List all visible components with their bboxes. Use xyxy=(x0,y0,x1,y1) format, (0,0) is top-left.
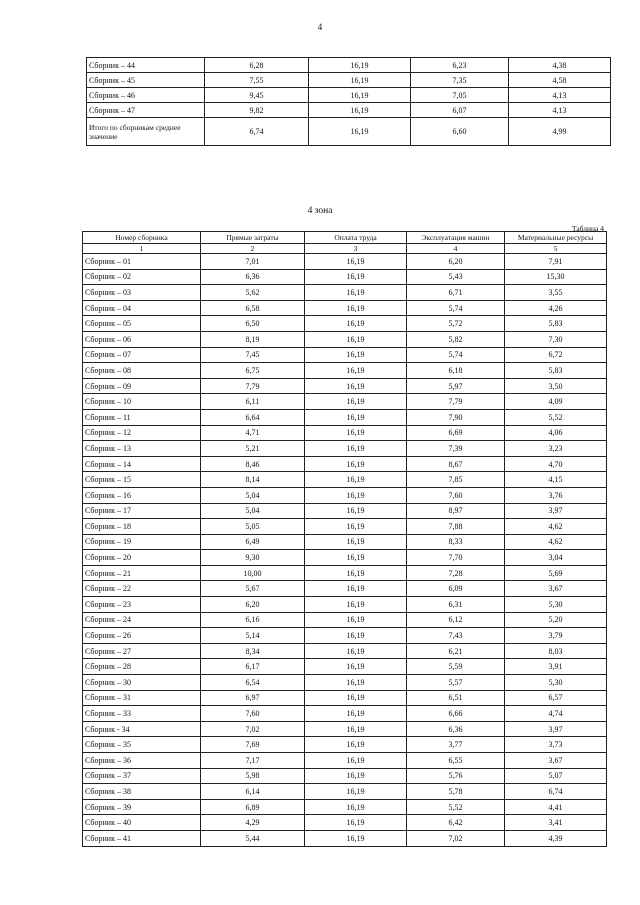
value-cell: 5,67 xyxy=(201,581,305,597)
total-value-cell: 6,60 xyxy=(411,118,509,146)
value-cell: 4,74 xyxy=(505,706,607,722)
value-cell: 5,83 xyxy=(505,363,607,379)
value-cell: 6,64 xyxy=(201,409,305,425)
value-cell: 4,15 xyxy=(505,472,607,488)
value-cell: 6,71 xyxy=(407,285,505,301)
value-cell: 7,85 xyxy=(407,472,505,488)
table-row xyxy=(83,581,607,597)
value-cell: 8,19 xyxy=(201,331,305,347)
table-row xyxy=(83,830,607,846)
table-row xyxy=(83,363,607,379)
value-cell: 16,19 xyxy=(305,269,407,285)
header-machine-operation: Эксплуатация машин xyxy=(407,232,505,244)
table-row xyxy=(83,721,607,737)
table-row xyxy=(83,409,607,425)
value-cell: 7,55 xyxy=(205,73,309,88)
table-row xyxy=(83,534,607,550)
value-cell: 4,70 xyxy=(505,456,607,472)
value-cell: 16,19 xyxy=(305,753,407,769)
value-cell: 6,66 xyxy=(407,706,505,722)
value-cell: 7,45 xyxy=(201,347,305,363)
value-cell: 16,19 xyxy=(305,285,407,301)
value-cell: 6,69 xyxy=(407,425,505,441)
collection-name-cell: Сборник - 34 xyxy=(83,721,201,737)
table-row xyxy=(83,799,607,815)
table-row xyxy=(83,612,607,628)
table-row xyxy=(83,425,607,441)
value-cell: 6,11 xyxy=(201,394,305,410)
table-row xyxy=(83,503,607,519)
value-cell: 16,19 xyxy=(305,581,407,597)
table-row xyxy=(83,659,607,675)
table-row xyxy=(87,73,611,88)
value-cell: 7,70 xyxy=(407,550,505,566)
collection-name-cell: Сборник – 27 xyxy=(83,643,201,659)
table-row xyxy=(83,519,607,535)
value-cell: 16,19 xyxy=(305,784,407,800)
collection-name-cell: Сборник – 01 xyxy=(83,254,201,270)
zone-4-table xyxy=(82,231,607,847)
value-cell: 3,50 xyxy=(505,378,607,394)
column-number: 4 xyxy=(407,244,505,254)
value-cell: 6,97 xyxy=(201,690,305,706)
value-cell: 4,71 xyxy=(201,425,305,441)
value-cell: 5,76 xyxy=(407,768,505,784)
zone-title: 4 зона xyxy=(307,206,333,216)
value-cell: 16,19 xyxy=(305,425,407,441)
collection-name-cell: Сборник – 28 xyxy=(83,659,201,675)
value-cell: 7,01 xyxy=(201,254,305,270)
value-cell: 5,74 xyxy=(407,347,505,363)
collection-name-cell: Сборник – 26 xyxy=(83,628,201,644)
collection-name-cell: Сборник – 22 xyxy=(83,581,201,597)
collection-name-cell: Сборник – 09 xyxy=(83,378,201,394)
value-cell: 8,46 xyxy=(201,456,305,472)
value-cell: 4,62 xyxy=(505,519,607,535)
column-number-row xyxy=(83,244,607,254)
value-cell: 7,17 xyxy=(201,753,305,769)
collection-name-cell: Сборник – 46 xyxy=(87,88,205,103)
value-cell: 4,09 xyxy=(505,394,607,410)
value-cell: 16,19 xyxy=(305,472,407,488)
value-cell: 6,58 xyxy=(201,300,305,316)
value-cell: 5,20 xyxy=(505,612,607,628)
value-cell: 6,36 xyxy=(407,721,505,737)
value-cell: 6,20 xyxy=(201,597,305,613)
value-cell: 3,73 xyxy=(505,737,607,753)
value-cell: 8,34 xyxy=(201,643,305,659)
value-cell: 7,39 xyxy=(407,441,505,457)
column-number: 2 xyxy=(201,244,305,254)
value-cell: 7,69 xyxy=(201,737,305,753)
value-cell: 5,62 xyxy=(201,285,305,301)
value-cell: 16,19 xyxy=(309,58,411,73)
value-cell: 16,19 xyxy=(305,441,407,457)
value-cell: 6,09 xyxy=(407,581,505,597)
value-cell: 3,97 xyxy=(505,503,607,519)
collection-name-cell: Сборник – 07 xyxy=(83,347,201,363)
value-cell: 7,02 xyxy=(407,830,505,846)
table-row xyxy=(83,394,607,410)
value-cell: 6,54 xyxy=(201,675,305,691)
value-cell: 16,19 xyxy=(305,487,407,503)
value-cell: 16,19 xyxy=(305,799,407,815)
collection-name-cell: Сборник – 04 xyxy=(83,300,201,316)
total-label-cell: Итого по сборникам среднее значение xyxy=(87,118,205,146)
value-cell: 3,77 xyxy=(407,737,505,753)
table-row xyxy=(83,675,607,691)
collection-name-cell: Сборник – 03 xyxy=(83,285,201,301)
value-cell: 9,45 xyxy=(205,88,309,103)
value-cell: 7,90 xyxy=(407,409,505,425)
value-cell: 5,69 xyxy=(505,565,607,581)
value-cell: 5,78 xyxy=(407,784,505,800)
value-cell: 5,74 xyxy=(407,300,505,316)
value-cell: 7,43 xyxy=(407,628,505,644)
value-cell: 16,19 xyxy=(305,612,407,628)
collection-name-cell: Сборник – 45 xyxy=(87,73,205,88)
column-number: 3 xyxy=(305,244,407,254)
table-row xyxy=(87,103,611,118)
value-cell: 16,19 xyxy=(305,721,407,737)
table-row xyxy=(83,706,607,722)
table-row xyxy=(83,643,607,659)
value-cell: 5,04 xyxy=(201,487,305,503)
collection-name-cell: Сборник – 39 xyxy=(83,799,201,815)
value-cell: 7,88 xyxy=(407,519,505,535)
header-labor-payment: Оплата труда xyxy=(305,232,407,244)
collection-name-cell: Сборник – 35 xyxy=(83,737,201,753)
value-cell: 16,19 xyxy=(305,815,407,831)
value-cell: 5,72 xyxy=(407,316,505,332)
table-row xyxy=(83,300,607,316)
value-cell: 3,67 xyxy=(505,753,607,769)
value-cell: 16,19 xyxy=(305,300,407,316)
page-number: 4 xyxy=(317,22,323,32)
value-cell: 16,19 xyxy=(305,597,407,613)
value-cell: 9,30 xyxy=(201,550,305,566)
value-cell: 6,75 xyxy=(201,363,305,379)
value-cell: 6,57 xyxy=(505,690,607,706)
value-cell: 6,18 xyxy=(407,363,505,379)
value-cell: 5,04 xyxy=(201,503,305,519)
value-cell: 16,19 xyxy=(305,675,407,691)
value-cell: 5,97 xyxy=(407,378,505,394)
collection-name-cell: Сборник – 47 xyxy=(87,103,205,118)
value-cell: 6,50 xyxy=(201,316,305,332)
value-cell: 5,43 xyxy=(407,269,505,285)
table-row xyxy=(83,347,607,363)
value-cell: 4,38 xyxy=(509,58,611,73)
collection-name-cell: Сборник – 44 xyxy=(87,58,205,73)
value-cell: 4,62 xyxy=(505,534,607,550)
value-cell: 3,76 xyxy=(505,487,607,503)
value-cell: 16,19 xyxy=(309,88,411,103)
value-cell: 16,19 xyxy=(305,690,407,706)
value-cell: 4,29 xyxy=(201,815,305,831)
collection-name-cell: Сборник – 19 xyxy=(83,534,201,550)
value-cell: 16,19 xyxy=(305,347,407,363)
top-continuation-table xyxy=(86,57,611,146)
value-cell: 6,72 xyxy=(505,347,607,363)
table-row xyxy=(83,316,607,332)
table-row xyxy=(83,441,607,457)
table-row xyxy=(83,768,607,784)
value-cell: 16,19 xyxy=(305,456,407,472)
value-cell: 6,49 xyxy=(201,534,305,550)
value-cell: 5,52 xyxy=(505,409,607,425)
column-number: 5 xyxy=(505,244,607,254)
value-cell: 4,58 xyxy=(509,73,611,88)
collection-name-cell: Сборник – 18 xyxy=(83,519,201,535)
table-row xyxy=(83,378,607,394)
collection-name-cell: Сборник – 33 xyxy=(83,706,201,722)
value-cell: 16,19 xyxy=(305,830,407,846)
zone-4-table-body xyxy=(83,254,607,847)
value-cell: 5,83 xyxy=(505,316,607,332)
table-row xyxy=(83,254,607,270)
table-row xyxy=(83,628,607,644)
value-cell: 9,82 xyxy=(205,103,309,118)
value-cell: 7,28 xyxy=(407,565,505,581)
value-cell: 16,19 xyxy=(305,316,407,332)
table-row xyxy=(83,784,607,800)
table-row xyxy=(83,565,607,581)
value-cell: 7,30 xyxy=(505,331,607,347)
value-cell: 6,14 xyxy=(201,784,305,800)
value-cell: 4,41 xyxy=(505,799,607,815)
value-cell: 6,16 xyxy=(201,612,305,628)
header-collection-number: Номер сборника xyxy=(83,232,201,244)
collection-name-cell: Сборник – 12 xyxy=(83,425,201,441)
value-cell: 7,60 xyxy=(201,706,305,722)
value-cell: 16,19 xyxy=(305,737,407,753)
value-cell: 16,19 xyxy=(305,254,407,270)
value-cell: 10,00 xyxy=(201,565,305,581)
table-row xyxy=(87,58,611,73)
total-value-cell: 6,74 xyxy=(205,118,309,146)
table-row xyxy=(83,550,607,566)
value-cell: 3,04 xyxy=(505,550,607,566)
collection-name-cell: Сборник – 16 xyxy=(83,487,201,503)
value-cell: 16,19 xyxy=(305,394,407,410)
table-row xyxy=(83,753,607,769)
value-cell: 16,19 xyxy=(305,550,407,566)
value-cell: 16,19 xyxy=(305,706,407,722)
value-cell: 6,21 xyxy=(407,643,505,659)
top-table-body xyxy=(87,58,611,146)
value-cell: 6,12 xyxy=(407,612,505,628)
collection-name-cell: Сборник – 37 xyxy=(83,768,201,784)
value-cell: 16,19 xyxy=(305,659,407,675)
table-row xyxy=(83,487,607,503)
table-row xyxy=(83,472,607,488)
value-cell: 6,28 xyxy=(205,58,309,73)
value-cell: 6,89 xyxy=(201,799,305,815)
value-cell: 16,19 xyxy=(305,565,407,581)
value-cell: 3,97 xyxy=(505,721,607,737)
value-cell: 5,57 xyxy=(407,675,505,691)
value-cell: 3,91 xyxy=(505,659,607,675)
collection-name-cell: Сборник – 30 xyxy=(83,675,201,691)
column-number: 1 xyxy=(83,244,201,254)
collection-name-cell: Сборник – 36 xyxy=(83,753,201,769)
value-cell: 6,07 xyxy=(411,103,509,118)
value-cell: 16,19 xyxy=(305,519,407,535)
value-cell: 16,19 xyxy=(305,628,407,644)
collection-name-cell: Сборник – 40 xyxy=(83,815,201,831)
header-material-resources: Материальные ресурсы xyxy=(505,232,607,244)
value-cell: 3,41 xyxy=(505,815,607,831)
value-cell: 7,05 xyxy=(411,88,509,103)
value-cell: 5,05 xyxy=(201,519,305,535)
value-cell: 8,97 xyxy=(407,503,505,519)
value-cell: 7,02 xyxy=(201,721,305,737)
value-cell: 7,79 xyxy=(201,378,305,394)
collection-name-cell: Сборник – 11 xyxy=(83,409,201,425)
value-cell: 5,98 xyxy=(201,768,305,784)
collection-name-cell: Сборник – 05 xyxy=(83,316,201,332)
value-cell: 16,19 xyxy=(305,643,407,659)
collection-name-cell: Сборник – 20 xyxy=(83,550,201,566)
collection-name-cell: Сборник – 31 xyxy=(83,690,201,706)
total-value-cell: 4,99 xyxy=(509,118,611,146)
value-cell: 3,67 xyxy=(505,581,607,597)
table-row xyxy=(83,331,607,347)
value-cell: 8,03 xyxy=(505,643,607,659)
value-cell: 4,26 xyxy=(505,300,607,316)
collection-name-cell: Сборник – 06 xyxy=(83,331,201,347)
value-cell: 5,82 xyxy=(407,331,505,347)
table-row xyxy=(83,597,607,613)
value-cell: 4,06 xyxy=(505,425,607,441)
value-cell: 3,55 xyxy=(505,285,607,301)
value-cell: 6,23 xyxy=(411,58,509,73)
table-row xyxy=(87,88,611,103)
value-cell: 6,20 xyxy=(407,254,505,270)
table-row xyxy=(83,737,607,753)
value-cell: 5,59 xyxy=(407,659,505,675)
value-cell: 16,19 xyxy=(309,103,411,118)
value-cell: 3,79 xyxy=(505,628,607,644)
value-cell: 4,13 xyxy=(509,103,611,118)
value-cell: 7,60 xyxy=(407,487,505,503)
collection-name-cell: Сборник – 10 xyxy=(83,394,201,410)
value-cell: 16,19 xyxy=(305,331,407,347)
table-row xyxy=(83,269,607,285)
header-direct-costs: Прямые затраты xyxy=(201,232,305,244)
value-cell: 16,19 xyxy=(305,534,407,550)
value-cell: 6,36 xyxy=(201,269,305,285)
value-cell: 16,19 xyxy=(305,378,407,394)
value-cell: 4,13 xyxy=(509,88,611,103)
total-value-cell: 16,19 xyxy=(309,118,411,146)
collection-name-cell: Сборник – 21 xyxy=(83,565,201,581)
value-cell: 5,30 xyxy=(505,675,607,691)
table-row xyxy=(83,690,607,706)
table-row xyxy=(83,285,607,301)
value-cell: 8,33 xyxy=(407,534,505,550)
value-cell: 5,44 xyxy=(201,830,305,846)
value-cell: 6,17 xyxy=(201,659,305,675)
collection-name-cell: Сборник – 08 xyxy=(83,363,201,379)
value-cell: 6,51 xyxy=(407,690,505,706)
value-cell: 4,39 xyxy=(505,830,607,846)
value-cell: 6,31 xyxy=(407,597,505,613)
collection-name-cell: Сборник – 13 xyxy=(83,441,201,457)
table-row xyxy=(83,815,607,831)
value-cell: 8,67 xyxy=(407,456,505,472)
table-row xyxy=(83,456,607,472)
collection-name-cell: Сборник – 41 xyxy=(83,830,201,846)
collection-name-cell: Сборник – 15 xyxy=(83,472,201,488)
collection-name-cell: Сборник – 14 xyxy=(83,456,201,472)
value-cell: 8,14 xyxy=(201,472,305,488)
value-cell: 7,35 xyxy=(411,73,509,88)
value-cell: 6,55 xyxy=(407,753,505,769)
collection-name-cell: Сборник – 17 xyxy=(83,503,201,519)
value-cell: 15,30 xyxy=(505,269,607,285)
value-cell: 6,42 xyxy=(407,815,505,831)
value-cell: 3,23 xyxy=(505,441,607,457)
value-cell: 5,52 xyxy=(407,799,505,815)
collection-name-cell: Сборник – 23 xyxy=(83,597,201,613)
value-cell: 16,19 xyxy=(305,768,407,784)
value-cell: 16,19 xyxy=(309,73,411,88)
value-cell: 16,19 xyxy=(305,363,407,379)
value-cell: 5,30 xyxy=(505,597,607,613)
value-cell: 6,74 xyxy=(505,784,607,800)
value-cell: 5,14 xyxy=(201,628,305,644)
header-row xyxy=(83,232,607,244)
value-cell: 5,07 xyxy=(505,768,607,784)
value-cell: 7,79 xyxy=(407,394,505,410)
collection-name-cell: Сборник – 38 xyxy=(83,784,201,800)
total-row xyxy=(87,118,611,146)
value-cell: 16,19 xyxy=(305,503,407,519)
value-cell: 16,19 xyxy=(305,409,407,425)
collection-name-cell: Сборник – 02 xyxy=(83,269,201,285)
value-cell: 7,91 xyxy=(505,254,607,270)
value-cell: 5,21 xyxy=(201,441,305,457)
table-caption: Таблица 4 xyxy=(571,224,604,233)
collection-name-cell: Сборник – 24 xyxy=(83,612,201,628)
